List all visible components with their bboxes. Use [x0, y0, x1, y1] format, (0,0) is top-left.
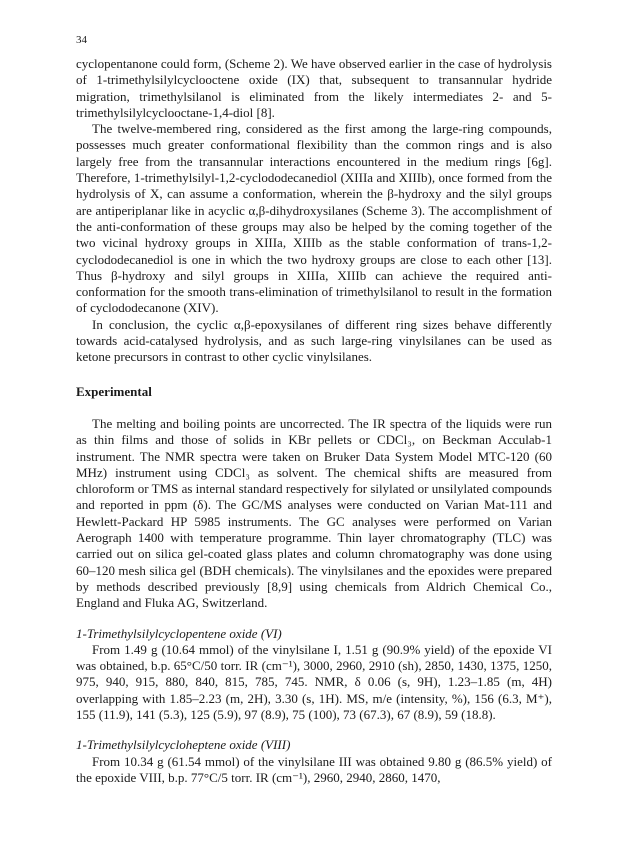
- paragraph-experimental-methods: The melting and boiling points are uncorrected. The IR spectra of the liquids were run as thin films and those of solids in KBr pellets or CDCl₃, on Beckman Acculab-1 instrument. The NMR spectra were taken on Bruker Data System Model MTC-120 (60 MHz) instrument using CDCl₃ as solvent. The chemical shifts are measured from chloroform or TMS as internal standard respectively for silylated or unsilylated compounds and reported in ppm (δ). The GC/MS analyses were conducted on Varian Mat-111 and Hewlett-Packard HP 5985 instruments. The GC analyses were performed on Varian Aerograph 1400 with temperature programme. Thin layer chromatography (TLC) was carried out on silica gel-coated glass plates and column chromatography was done using 60–120 mesh silica gel (BDH chemicals). The vinylsilanes and the epoxides were prepared by methods described previously [8,9] using chemicals from Aldrich Chemical Co., England and Fluka AG, Switzerland.: [76, 415, 552, 611]
- page-number: 34: [76, 34, 87, 46]
- paragraph-conclusion: In conclusion, the cyclic α,β-epoxysilanes of different ring sizes behave differently towards acid-catalysed hydrolysis, and as such large-ring vinylsilanes can be used as ketone precursors in contrast to other cyclic vinylsilanes.: [76, 316, 552, 365]
- section-heading-experimental: Experimental: [76, 383, 152, 399]
- compound-heading-viii: 1-Trimethylsilylcycloheptene oxide (VIII): [76, 737, 291, 753]
- paragraph-discussion-1: cyclopentanone could form, (Scheme 2). We have observed earlier in the case of hydrolysis of 1-trimethylsilylcyclooctene oxide (IX) that, subsequent to transannular hydride migration, trimethylsilanol is eliminated from the likely intermediates 2- and 5-trimethylsilylcyclooctane-1,4-diol [8].: [76, 56, 552, 120]
- compound-heading-vi: 1-Trimethylsilylcyclopentene oxide (VI): [76, 625, 282, 641]
- compound-text-vi: From 1.49 g (10.64 mmol) of the vinylsilane I, 1.51 g (90.9% yield) of the epoxide VI was obtained, b.p. 65°C/50 torr. IR (cm⁻¹), 3000, 2960, 2910 (sh), 2850, 1430, 1375, 1250, 975, 940, 915, 880, 840, 815, 785, 745. NMR, δ 0.06 (s, 9H), 1.23–1.85 (m, 4H) overlapping with 1.85–2.23 (m, 2H), 3.30 (s, 1H). MS, m/e (intensity, %), 156 (6.3, M⁺), 155 (11.9), 141 (5.3), 125 (5.9), 97 (8.9), 75 (100), 73 (67.3), 67 (8.9), 59 (18.8).: [76, 641, 552, 722]
- article-body: [76, 56, 552, 786]
- paragraph-discussion-2: The twelve-membered ring, considered as the first among the large-ring compounds, possesses much greater conformational flexibility than the common rings and is also largely free from the transannular interactions encountered in the medium rings [6g]. Therefore, 1-trimethylsilyl-1,2-cyclododecanediol (XIIIa and XIIIb), once formed from the hydrolysis of X, can assume a conformation, wherein the β-hydroxy and the silyl groups are antiperiplanar like in acyclic α,β-dihydroxysilanes (Scheme 3). The accomplishment of the anti-conformation of these groups may also be helped by the coming together of the two vicinal hydroxy groups in XIIIa, XIIIb as the stable conformation of trans-1,2-cyclododecanediol is one in which the two hydroxy groups are close to each other [13]. Thus β-hydroxy and silyl groups in XIIIa, XIIIb can achieve the required anti-conformation for the smooth trans-elimination of trimethylsilanol to result in the formation of cyclododecanone (XIV).: [76, 121, 552, 316]
- compound-text-viii: From 10.34 g (61.54 mmol) of the vinylsilane III was obtained 9.80 g (86.5% yield) of the epoxide VIII, b.p. 77°C/5 torr. IR (cm⁻¹), 2960, 2940, 2860, 1470,: [76, 753, 552, 785]
